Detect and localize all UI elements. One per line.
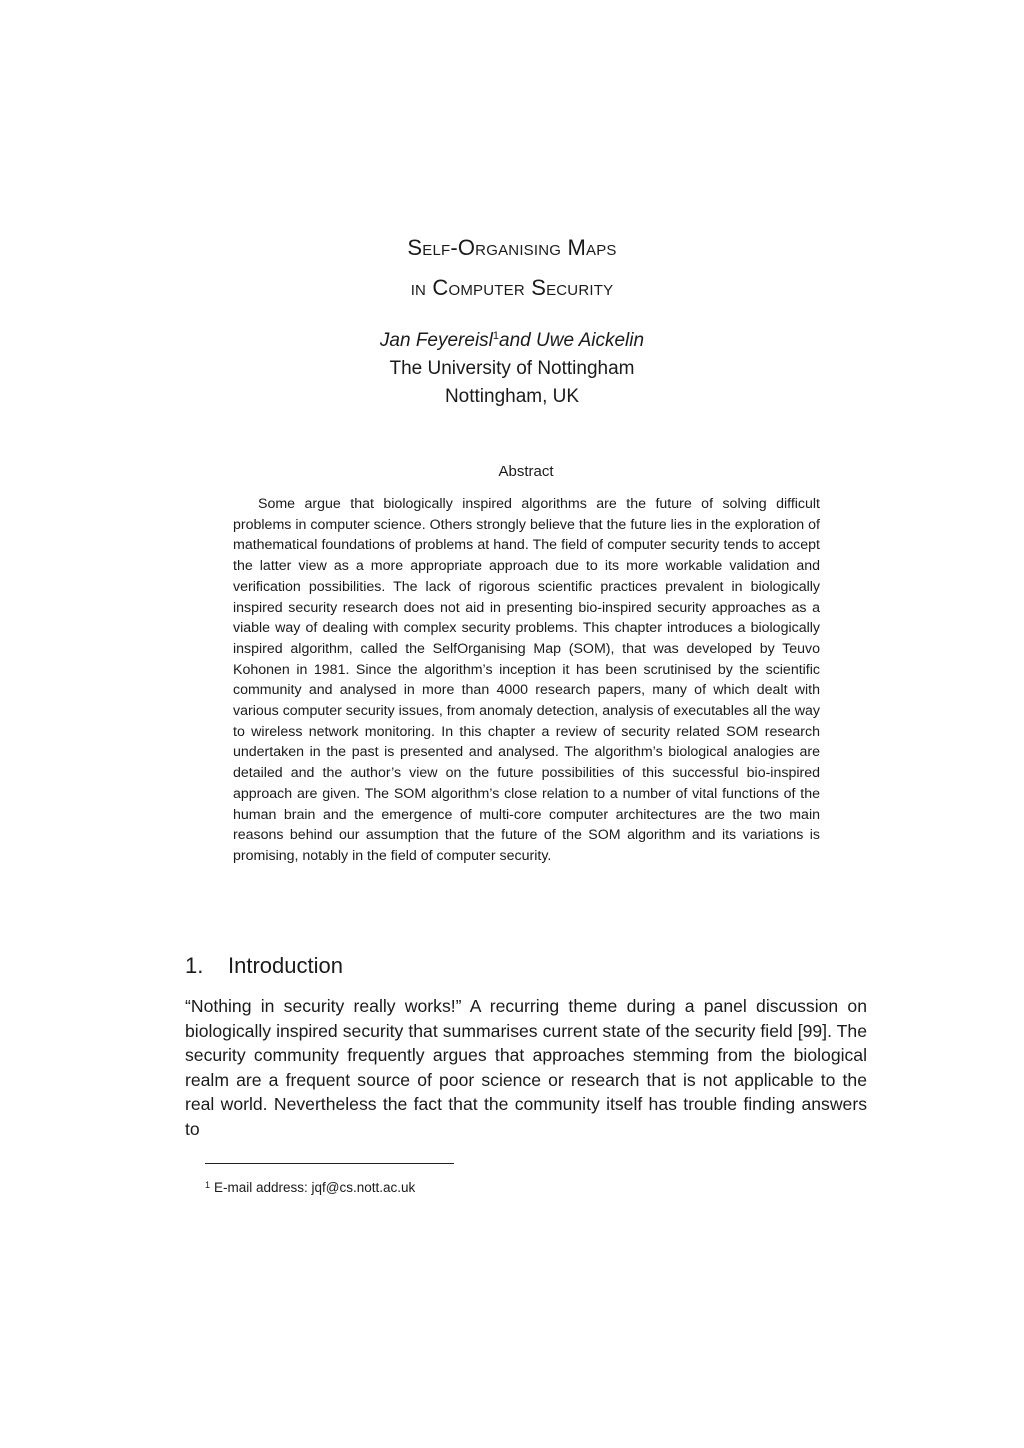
abstract-heading: Abstract	[498, 463, 554, 480]
title-line-1: Self-Organising Maps	[407, 235, 617, 260]
paper-title	[0, 228, 1024, 308]
introduction-text: “Nothing in security really works!” A recurring theme during a panel discussion on biologically inspired security that summarises current state of the security field [99]. The security community frequently argues that approaches stemming from the biological realm are a frequent source of poor science or research that is not applicable to the real world. Nevertheless the fact that the community itself has trouble finding answers to	[185, 996, 867, 1139]
footnote	[205, 1176, 415, 1197]
location: Nottingham, UK	[444, 386, 580, 407]
author-block	[0, 322, 1024, 411]
footnote-text: E-mail address: jqf@cs.nott.ac.uk	[214, 1180, 416, 1195]
section-title: Introduction	[228, 953, 343, 978]
footnote-divider	[205, 1163, 454, 1164]
section-number: 1.	[185, 953, 204, 978]
abstract-text: Some argue that biologically inspired algorithms are the future of solving difficult problems in computer science. Others strongly believe that the future lies in the exploration of mathematical foundations of problems at hand. The field of computer security tends to accept the latter view as a more appropriate approach due to its more workable validation and verification possibilities. The lack of rigorous scientific practices prevalent in biologically inspired security research does not aid in presenting bio-inspired security approaches as a viable way of dealing with complex security problems. This chapter introduces a biologically inspired algorithm, called the SelfOrganising Map (SOM), that was developed by Teuvo Kohonen in 1981. Since the algorithm’s inception it has been scrutinised by the scientific community and analysed in more than 4000 research papers, many of which dealt with various computer security issues, from anomaly detection, analysis of executables all the way to wireless network monitoring. In this chapter a review of security related SOM research undertaken in the past is presented and analysed. The algorithm’s biological analogies are detailed and the author’s view on the future possibilities of this successful bio-inspired approach are given. The SOM algorithm’s close relation to a number of vital functions of the human brain and the emergence of multi-core computer architectures are the two main reasons behind our assumption that the future of the SOM algorithm and its variations is promising, notably in the field of computer security.	[233, 496, 820, 864]
author-name-second: and Uwe Aickelin	[499, 330, 645, 351]
author-names	[0, 322, 1024, 355]
affiliation: The University of Nottingham	[389, 358, 635, 379]
author-footnote-mark[interactable]: 1	[492, 330, 500, 342]
author-name-first: Jan Feyereisl	[379, 330, 493, 351]
title-line-2: in Computer Security	[410, 275, 614, 300]
section-heading-introduction	[185, 950, 343, 982]
footnote-mark: 1	[205, 1180, 211, 1190]
